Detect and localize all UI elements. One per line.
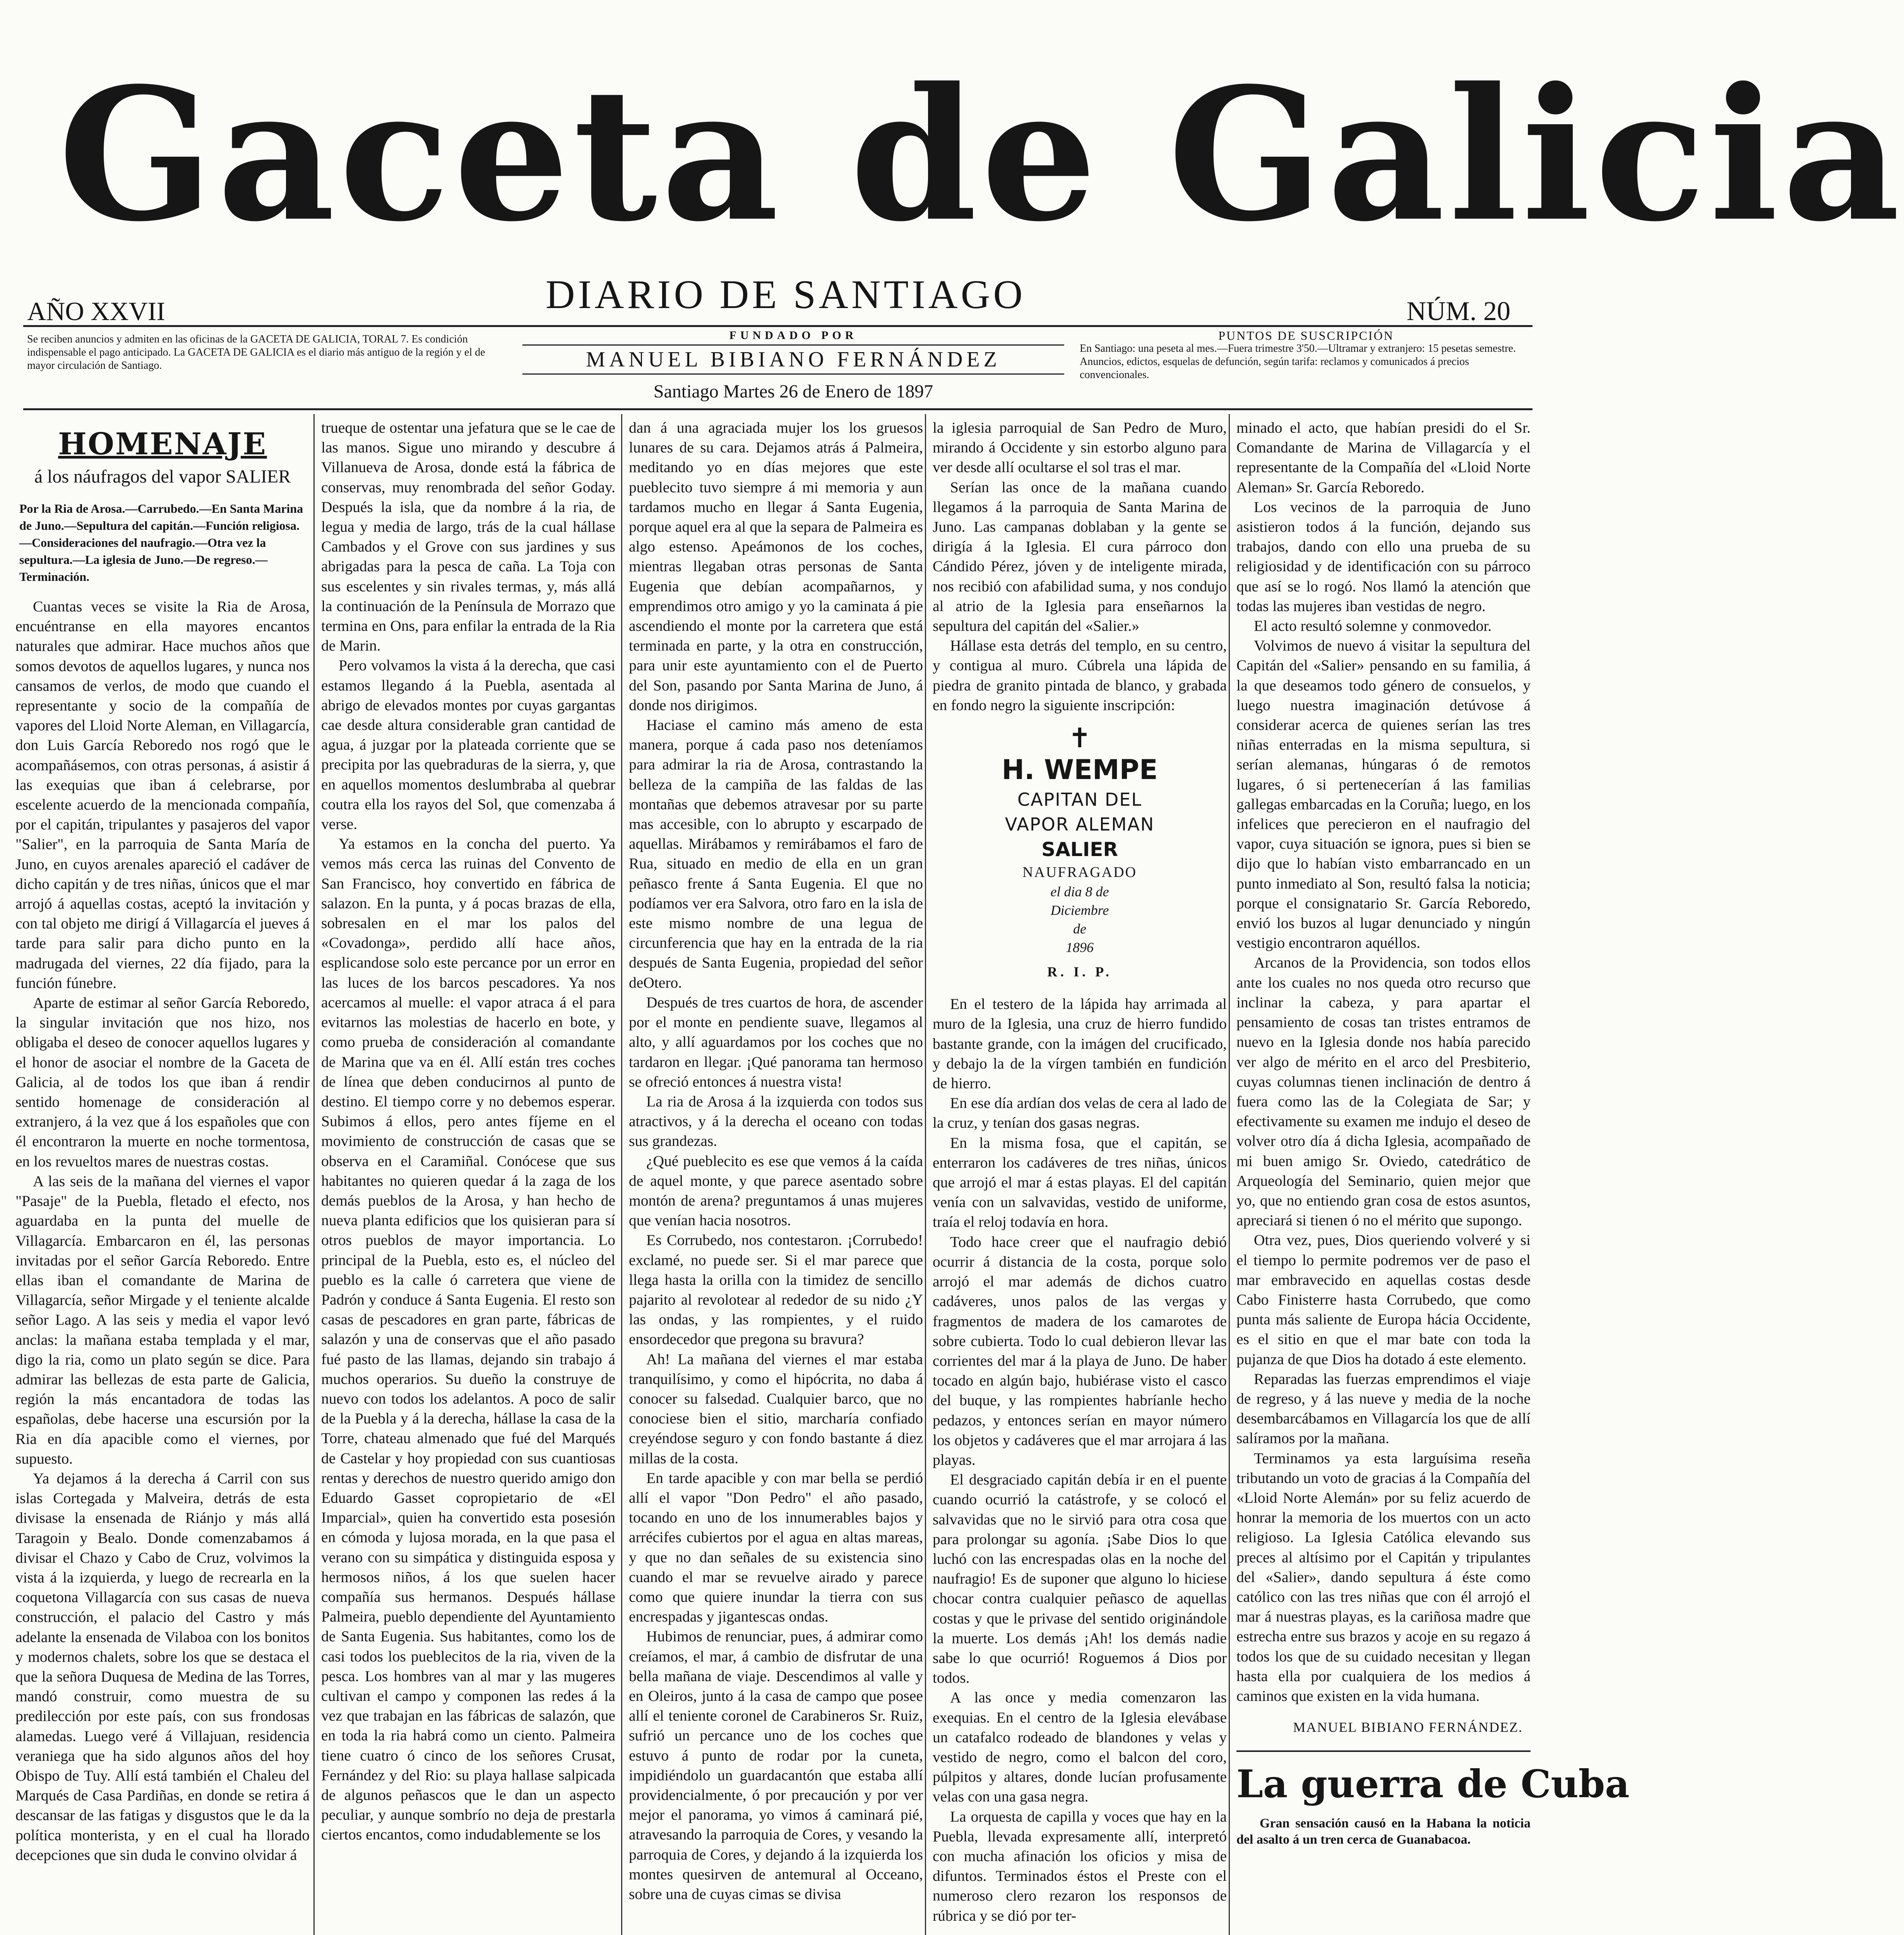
article-subtitle: á los náufragos del vapor SALIER [34, 466, 291, 487]
plaque-rip: R. I. P. [1047, 964, 1112, 980]
founder-name: MANUEL BIBIANO FERNÁNDEZ [522, 344, 1064, 375]
plaque-date: de [1073, 921, 1086, 937]
column-divider [621, 414, 622, 1935]
plaque-ship: SALIER [1041, 838, 1118, 861]
paragraph: Todo hace creer que el naufragio debió ocurrir á distancia de la costa, porque solo arrojó el mar además de dichos cuatro cadáveres, unos palos de las vergas y fragmentos de madera de los camarotes de sobre cubierta. Todo lo cual debieron llevar las corrientes del mar á la playa de Juno. De haber tocado en algún bajo, hubiérase visto el casco del buque, y las rompientes habríanle hecho pedazos, y entonces serían en mayor número los objetos y cadáveres que el mar arrojara á las playas. [933, 1233, 1227, 1468]
plaque-line: CAPITAN DEL [1017, 789, 1142, 810]
paragraph: En ese día ardían dos velas de cera al lado de la cruz, y tenían dos gasas negras. [933, 1094, 1227, 1132]
paragraph: Arcanos de la Providencia, son todos ellos ante los cuales no nos queda otro recurso que inclinar la cabeza, y para apartar el pensamiento de cosas tan tristes entramos de nuevo en la Iglesia donde nos había parecido ver algo de mérito en el arco del Presbiterio, cuyas columnas tienen inclinación de dentro á fuera como las de la Colegiata de Sar; y efectivamente su examen me indujo el deseo de volver otro día á dicha Iglesia, acompañado de mi buen amigo Sr. Oviedo, catedrático de Arqueología del Seminario, quien mejor que yo, que no entiendo gran cosa de estos asuntos, apreciará si tienen ó no el mérito que supongo. [1236, 954, 1531, 1229]
paragraph: Otra vez, pues, Dios queriendo volveré y si el tiempo lo permite podremos ver de paso el mar embravecido en aquellas costas desde Cabo Finisterre hasta Corrubedo, que como punta más saliente de Europa hácia Occidente, es el sitio en que el mar bate con toda la pujanza de que Dios ha dotado á este elemento. [1236, 1231, 1531, 1368]
cuba-article-lead: Gran sensación causó en la Habana la noticia del asalto á un tren cerca de Guanabacoa. [1236, 1816, 1531, 1847]
paragraph: Los vecinos de la parroquia de Juno asistieron todos á la función, dejando sus trabajos, dando con ello una prueba de su religiosidad y de identificación con su párroco que así se lo rogó. Nos llamó la atención que todas las mujeres iban vestidas de negro. [1236, 498, 1531, 615]
paragraph: ¿Qué pueblecito es ese que vemos á la caída de aquel monte, y que parece asentado sobre montón de arena? preguntamos á unas mujeres que venían hacia nosotros. [629, 1152, 923, 1229]
paragraph: Ya dejamos á la derecha á Carril con sus islas Cortegada y Malveira, detrás de esta divisase la ensenada de Riánjo y más allá Taragoin y Bealo. Donde comenzabamos á divisar el Chazo y Cabo de Cruz, volvimos la vista á la izquierda, y luego de recrearla en la coquetona Villagarcía con sus casas de nueva construcción, el palacio del Castro y más adelante la ensenada de Vilaboa con los bonitos y modernos chalets, sobre los que se destaca el que la señora Duquesa de Medina de las Torres, mandó construir, como muestra de su predilección por este país, con sus frondosas alamedas. Luego veré á Villajuan, residencia veraniega que ha sido algunos años del hoy Obispo de Tuy. Allí está también el Chaleu del Marqués de Casa Pardiñas, en donde se retira á descansar de las fatigas y disgustos que le da la política monterista, y en el cual ha llorado decepciones que sin duda le convino olvidar á [15, 1469, 310, 1863]
plaque-line: VAPOR ALEMAN [1005, 814, 1155, 835]
paragraph: Volvimos de nuevo á visitar la sepultura del Capitán del «Salier» pensando en su familia, á la que deseamos todo género de consuelos, y luego nuestra imaginación detúvose á considerar acerca de quienes serían las tres niñas enterradas en la misma sepultura, si serían alemanas, húngaras ó de remotos lugares, ó si pertenecerían á las familias gallegas embarcadas en la Coruña; luego, en los infelices que perecieron en el naufragio del vapor, cuya situación se ignora, pues si bien se dijo que lo habían visto embarrancado en un punto inmediato al Son, resultó falsa la noticia; porque el consignatario Sr. García Reboredo, envió los buzos al lugar denunciado y ningún vestigio encontraron aquéllos. [1236, 637, 1531, 952]
paragraph: A las seis de la mañana del viernes el vapor "Pasaje" de la Puebla, fletado el efecto, nos aguardaba en la punta del muelle de Villagarcía. Embarcaron en él, las personas invitadas por el señor García Reboredo. Entre ellas iban el comandante de Marina de Villagarcía, señor Mirgade y el teniente alcalde señor Lago. A las seis y media el vapor levó anclas: la mañana estaba templada y el mar, digo la ria, como un plato según se dice. Para admirar las bellezas de esta parte de Galicia, región la más encantadora de todas las españolas, debe hacerse una escursión por la Ria en día apacible como el viernes, por supuesto. [15, 1172, 310, 1467]
paragraph: En la misma fosa, que el capitán, se enterraron los cadáveres de tres niñas, únicos que arrojó el mar á estas playas. El del capitán venía con un salvavidas, vestido de uniforme, traía el reloj todavía en hora. [933, 1134, 1227, 1231]
paragraph: En el testero de la lápida hay arrimada al muro de la Iglesia, una cruz de hierro fundido bastante grande, con la imágen del crucificado, y debajo la de la vírgen también en fundición de hierro. [933, 995, 1227, 1092]
year-label: AÑO XXVII [27, 296, 165, 326]
column-4 [933, 418, 1227, 1935]
paragraph: Haciase el camino más ameno de esta manera, porque á cada paso nos deteníamos para admirar la ria de Arosa, contrastando la belleza de la campiña de las faldas de las montañas que debemos atravesar por su parte mas accesible, con lo abrupto y escarpado de aquellas. Mirábamos y remirábamos el faro de Rua, situado en medio de ella en un gran peñasco frente á Santa Eugenia. El que no podíamos ver era Salvora, otro faro en la isla de este mismo nombre de una legua de circunferencia que hay en la entrada de la ria después de Santa Eugenia, propiedad del señor deOtero. [629, 716, 923, 991]
plaque-name: H. WEMPE [1002, 754, 1158, 786]
paragraph: Pero volvamos la vista á la derecha, que casi estamos llegando á la Puebla, asentada al abrigo de elevados montes por cuyas gargantas cae desde altura considerable gran cantidad de agua, á juzgar por la plateada corriente que se precipita por las quebraduras de la sierra, y, que en aquellos momentos deslumbraba al quebrar coutra ella los rayos del Sol, que comenzaba á verse. [321, 657, 615, 833]
paragraph: la iglesia parroquial de San Pedro de Muro, mirando á Occidente y sin estorbo alguno para ver desde allí ocultarse el sol tras el mar. [933, 419, 1227, 476]
plaque-status: NAUFRAGADO [1022, 864, 1137, 881]
paragraph: Aparte de estimar al señor García Reboredo, la singular invitación que nos hizo, nos obligaba el deseo de conocer aquellos lugares y el honor de asociar el nombre de la Gaceta de Galicia, al de todos los que iban á rendir sentido homenage de consideración al extranjero, á la vez que á los españoles que con él encontraron la muerte en noche tormentosa, en los revueltos mares de nuestras costas. [15, 994, 310, 1170]
subscription-info [1080, 329, 1532, 382]
newspaper-title: Gaceta de Galicia [58, 48, 1904, 262]
paragraph: Ah! La mañana del viernes el mar estaba tranquilísimo, y como el hipócrita, no daba á conocer su falsedad. Cualquier barco, que no conociese bien el sitio, marcharía confiado creyéndose seguro y con fondo bastante á diez millas de la costa. [629, 1350, 923, 1467]
masthead-rule [23, 325, 1532, 327]
subscription-text: En Santiago: una peseta al mes.—Fuera trimestre 3'50.—Ultramar y extranjero: 15 pesetas semestre. Anuncios, edictos, esquelas de defunción, según tarifa: reclamos y comunicados á precios convencionales. [1080, 342, 1516, 381]
paragraph: Hubimos de renunciar, pues, á admirar como creíamos, el mar, á cambio de disfrutar de una bella mañana de viaje. Descendimos al valle y en Oleiros, junto á la casa de campo que posee allí el teniente coronel de Carabineros Sr. Ruiz, sufrió un percance uno de los coches que estuvo á punto de rodar por la cuneta, impidiéndolo un guardacantón que estaba allí providencialmente, ó por precaución y por ver mejor el panorama, yo vimos á caminará pié, atravesando la parroquia de Cores, y vesando la parroquia de Cores, y dejando á la izquierda los montes quesirven de antemural al Occeano, sobre una de cuyas cimas se divisa [629, 1628, 923, 1903]
founder-box [511, 329, 1076, 402]
plaque-date: Diciembre [1050, 902, 1109, 918]
paragraph: El desgraciado capitán debía ir en el puente cuando ocurrió la catástrofe, y se colocó el salvavidas que no le sirvió para otra cosa que para prolongar su agonía. ¡Sabe Dios lo que luchó con las encrespadas olas en la noche del naufragio! Es de suponer que alguno lo hiciese chocar contra cualquier peñasco de aquellas costas y que le privase del sentido originándole la muerte. Los demás ¡Ah! los demás nadie sabe lo que ocurrió! Roguemos á Dios por todos. [933, 1471, 1227, 1687]
paragraph: trueque de ostentar una jefatura que se le cae de las manos. Sigue uno mirando y descubre á Villanueva de Arosa, donde está la fábrica de conservas, muy renombrada del señor Goday. Después la isla, que da nombre á la ria, de legua y media de largo, trás de la cual hállase Cambados y el Grove con sus jardines y sus abrigadas para la pesca de caña. La Toja con sus escelentes y sin rivales termas, y, más allá la continuación de la Península de Morrazo que termina en Ons, para enfilar la entrada de la Ria de Marin. [321, 419, 615, 654]
column-5 [1236, 418, 1630, 1935]
paragraph: A las once y media comenzaron las exequias. En el centro de la Iglesia elevábase un catafalco rodeado de blandones y velas y vestido de negro, como el balcon del coro, púlpitos y altares, donde lucían profusamente velas con una gasa negra. [933, 1689, 1227, 1805]
tombstone-inscription [948, 725, 1211, 982]
issue-date: Santiago Martes 26 de Enero de 1897 [653, 381, 933, 402]
paragraph: Reparadas las fuerzas emprendimos el viaje de regreso, y á las nueve y media de la noche desembarcábamos en Villagarcía los que de allí salíramos por la mañana. [1236, 1370, 1531, 1447]
paragraph: Hállase esta detrás del templo, en su centro, y contigua al muro. Cúbrela una lápida de piedra de granito pintada de blanco, y grabada en fondo negro la siguiente inscripción: [933, 637, 1227, 714]
cross-icon: ✝ [1068, 724, 1091, 754]
paragraph: dan á una agraciada mujer los los gruesos lunares de su cara. Dejamos atrás á Palmeira, meditando yo en días mejores que este pueblecito tuvo siempre á mi memoria y aun tardamos mucho en llegar á Santa Eugenia, porque aquel era al que la separa de Palmeira es algo estenso. Apeámonos de los coches, mientras llegaban otras personas de Santa Eugenia que debían acompañarnos, y emprendimos otro amigo y yo la caminata á pie ascendiendo el monte por la carretera que está terminada en parte, y la otra en construcción, para unir este ayuntamiento con el de Puerto del Son, pasando por Santa Marina de Juno, á donde nos dirigimos. [629, 419, 923, 714]
column-2 [321, 418, 615, 1935]
article-summary: Por la Ria de Arosa.—Carrubedo.—En Santa Marina de Juno.—Sepultura del capitán.—Función religiosa.—Consideraciones del naufragio.—Otra vez la sepultura.—La iglesia de Juno.—De regreso.—Terminación. [19, 502, 303, 584]
paragraph: En tarde apacible y con mar bella se perdió allí el vapor "Don Pedro" el año pasado, tocando en uno de los innumerables bajos y arrécifes cubiertos por el agua en altas mareas, y que no dan señales de su existencia sino cuando el mar se revuelve airado y parece como que quiere inundar la tierra con sus encrespadas y jigantescas ondas. [629, 1469, 923, 1625]
paragraph: Cuantas veces se visite la Ria de Arosa, encuéntranse en ella mayores encantos naturales que admirar. Hace muchos años que somos devotos de aquellos lugares, y nunca nos cansamos de verlos, de modo que cuando el representante y socio de la compañía de vapores del Lloid Norte Aleman, en Villagarcía, don Luis García Reboredo nos rogó que le acompañásemos, con otras personas, á asistir á las exequias que iban á celebrarse, por escelente acuerdo de la mencionada compañía, por el capitán, tripulantes y pasajeros del vapor "Salier", en la parroquia de Santa María de Juno, en cuyos arenales apareció el cadáver de dicho capitán y de tres niñas, únicos que el mar arrojó á aquellas costas, aceptó la invitación y con tal objeto me dirigí á Villagarcía el jueves á tarde para salir para dicho punto en la madrugada del viernes, 22 día fijado, para la función fúnebre. [15, 598, 310, 991]
column-1 [15, 418, 310, 1935]
article-signature: MANUEL BIBIANO FERNÁNDEZ. [1293, 1719, 1523, 1735]
paragraph: minado el acto, que habían presidi do el Sr. Comandante de Marina de Villagarcía y el representante de la Compañía del «Lloid Norte Aleman» Sr. García Reboredo. [1236, 419, 1531, 496]
paragraph: La orquesta de capilla y voces que hay en la Puebla, llevada expresamente allí, interpretó con mucha afinación los oficios y misa de difuntos. Terminados éstos el Preste con el numeroso clero rezaron los responsos de rúbrica y se dió por ter- [933, 1808, 1227, 1924]
header-bottom-rule [23, 408, 1532, 410]
paragraph: Terminamos ya esta larguísima reseña tributando un voto de gracias á la Compañía del «Lloid Norte Alemán» por su feliz acuerdo de honrar la memoria de los muertos con un acto religioso. La Iglesia Católica elevando sus preces al altísimo por el Capitán y tripulantes del «Salier», dando sepultura á éste como católico con las tres niñas que con él arrojó el mar á nuestras playas, es la cariñosa madre que estrecha entre sus brazos y acoje en su regazo á todos los que de su cuidado necesitan y llegan hasta ella por cualquiera de los medios á caminos que existen en la vida humana. [1236, 1449, 1531, 1704]
paragraph: Después de tres cuartos de hora, de ascender por el monte en pendiente suave, llegamos al alto, y allí aguardamos por los coches que no tardaron en llegar. ¡Qué panorama tan hermoso se ofreció entonces á nuestra vista! [629, 993, 923, 1090]
newspaper-subtitle: DIARIO DE SANTIAGO [545, 272, 1026, 317]
column-3 [629, 418, 923, 1935]
column-divider [1229, 414, 1230, 1935]
article-title: HOMENAJE [58, 426, 267, 462]
subscription-heading: PUNTOS DE SUSCRIPCIÓN [1218, 329, 1394, 342]
cuba-article-title: La guerra de Cuba [1236, 1750, 1531, 1808]
paragraph: Es Corrubedo, nos contestaron. ¡Corrubedo! exclamé, no puede ser. Si el mar parece que llega hasta la orilla con la timidez de sencillo pajarito al revolotear al rededor de su nido ¿Y las ondas, y las rompientes, y el ruido ensordecedor que pregona su bravura? [629, 1231, 923, 1348]
plaque-date: 1896 [1066, 940, 1094, 956]
paragraph: Serían las once de la mañana cuando llegamos á la parroquia de Santa Marina de Juno. Las campanas doblaban y la gente se dirigía á la Iglesia. El cura párroco don Cándido Pérez, jóven y de inteligente mirada, nos recibió con afabilidad suma, y nos condujo al atrio de la Iglesia para enseñarnos la sepultura del capitán del «Salier.» [933, 478, 1227, 635]
column-divider [313, 414, 315, 1935]
paragraph: La ria de Arosa á la izquierda con todos sus atractivos, y á la derecha el oceano con todas sus grandezas. [629, 1093, 923, 1150]
advertising-info: Se reciben anuncios y admiten en las oficinas de la GACETA DE GALICIA, TORAL 7. Es condición indispensable el pago anticipado. La GACETA DE GALICIA es el diario más antiguo de la región y el de mayor circulación de Santiago. [27, 333, 485, 372]
column-divider [925, 414, 926, 1935]
paragraph: El acto resultó solemne y conmovedor. [1254, 617, 1492, 635]
issue-number: NÚM. 20 [1406, 296, 1510, 326]
plaque-date: el dia 8 de [1050, 884, 1109, 900]
paragraph: Ya estamos en la concha del puerto. Ya vemos más cerca las ruinas del Convento de San Francisco, hoy convertido en fábrica de salazon. En la punta, y á pocas brazas de ella, sobresalen en el mar los palos del «Covadonga», perdido allí hace años, esplicandose solo este percance por un error en las luces de los barcos pescadores. Ya nos acercamos al muelle: el vapor atraca á el para evitarnos las molestias de hacerlo en bote, y como prueba de consideración al comandante de Marina que va en él. Allí están tres coches de línea que deben conducirnos al punto de destino. El tiempo corre y no debemos esperar. Subimos á ellos, pero antes fíjeme en el movimiento de construcción de casas que se observa en el Caramiñal. Conócese que sus habitantes no quieren quedar á la zaga de los demás pueblos de la Arosa, y han hecho de nueva planta edificios que los quisieran para sí otros pueblos de mayor importancia. Lo principal de la Puebla, esto es, el núcleo del pueblo es la calle ó carretera que viene de Padrón y conduce á Santa Eugenia. El resto son casas de pescadores en gran parte, fábricas de salazón y una de conservas que el año pasado fué pasto de las llamas, dejando sin trabajo á muchos operarios. Su dueño la construye de nuevo con todos los adelantos. A poco de salir de la Puebla y á la derecha, hállase la casa de la Torre, chateau almenado que fué del Marqués de Castelar y hoy propiedad con sus cuantiosas rentas y derechos de nuestro querido amigo don Eduardo Gasset copropietario de «El Imparcial», quien ha convertido esta posesión en cómoda y lujosa morada, en la que pasa el verano con su simpática y distinguida esposa y hermosos niños, á los que suelen hacer compañía sus hermanos. Después hállase Palmeira, pueblo dependiente del Ayuntamiento de Santa Eugenia. Sus habitantes, como los de casi todos los pueblecitos de la ria, viven de la pesca. Los hombres van al mar y las mugeres cultivan el campo y componen las redes á la vez que trabajan en las fábricas de salazón, que en toda la ria habrá como un ciento. Palmeira tiene cuatro ó cinco de los señores Crusat, Fernández y del Rio: su playa hallase salpicada de algunos peñascos que le dan un aspecto peculiar, y aunque sombrío no deja de prestarla ciertos encantos, como indudablemente se los [321, 835, 615, 1843]
founder-label: FUNDADO POR [729, 329, 858, 342]
